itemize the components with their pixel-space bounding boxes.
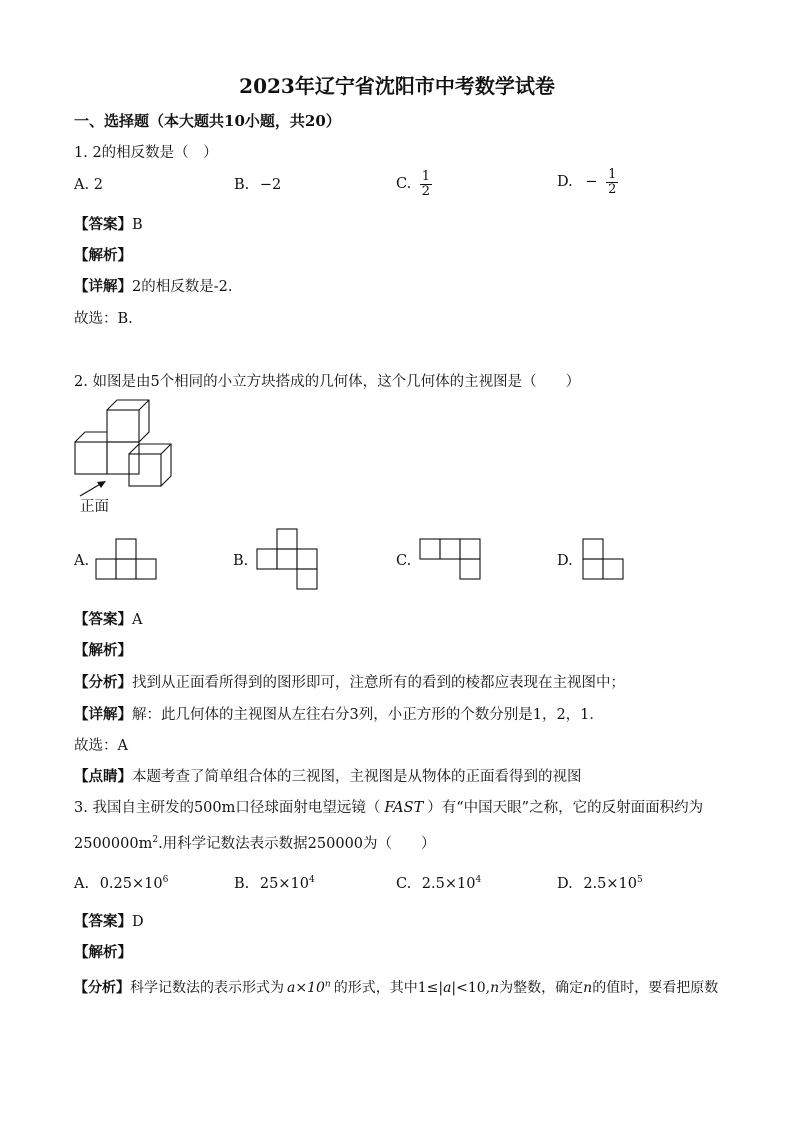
q2-option-a-label: A. [74, 553, 90, 569]
q1-detail-text: 2的相反数是-2. [132, 279, 233, 295]
q2-option-c-figure [419, 538, 483, 582]
q2-stem: 2. 如图是由5个相同的小立方块搭成的几何体，这个几何体的主视图是（ ） [74, 374, 581, 390]
q1-option-c-label: C. [396, 176, 412, 193]
q3-option-d-base: 2.5×10 [583, 875, 637, 892]
q2-analysis-tag: 【解析】 [74, 642, 132, 659]
q1-option-d-label: D. [557, 174, 573, 191]
q3-fenxi-n2: n [583, 980, 593, 996]
q3-answer [74, 910, 144, 931]
q3-option-d [557, 875, 643, 892]
q1-answer-value: B [132, 217, 143, 233]
q3-stem-fast: FAST [384, 800, 424, 816]
q3-stem-line2-post: .用科学记数法表示数据250000为（ ） [158, 836, 436, 852]
q2-fenxi-tag: 【分析】 [74, 674, 132, 691]
q3-option-a-base: 0.25×10 [99, 875, 163, 892]
q2-dianjing-text: 本题考查了简单组合体的三视图，主视图是从物体的正面看得到的视图 [132, 769, 582, 785]
q2-analysis [74, 639, 132, 660]
q1-option-c-fraction [420, 170, 432, 198]
q3-stem-part2: ）有“中国天眼”之称，它的反射面面积约为 [427, 800, 704, 816]
section-heading: 一、选择题（本大题共10小题，共20） [74, 112, 341, 130]
q2-answer [74, 608, 142, 629]
q2-detail-text: 解：此几何体的主视图从左往右分3列，小正方形的个数分别是1，2，1． [132, 707, 604, 723]
q1-analysis [74, 244, 132, 265]
q3-fenxi-a: a [443, 980, 452, 996]
q3-stem-part1: 3. 我国自主研发的500m口径球面射电望远镜（ [74, 800, 381, 816]
q2-detail-tag: 【详解】 [74, 706, 132, 723]
q3-option-c [396, 875, 481, 892]
q3-option-c-base: 2.5×10 [421, 875, 476, 892]
q1-option-c-numerator: 1 [421, 169, 431, 184]
q2-option-b-figure [256, 528, 320, 592]
q2-option-d-label: D. [557, 553, 573, 569]
q2-front-label: 正面 [80, 499, 109, 515]
q2-option-b-label: B. [233, 553, 249, 569]
q3-option-a [74, 875, 168, 892]
q3-fenxi-n: n [490, 980, 500, 996]
q3-fenxi-part5: 的值时，要看把原数 [592, 980, 719, 996]
page-title: 2023年辽宁省沈阳市中考数学试卷 [239, 74, 555, 98]
q1-option-d [557, 168, 618, 196]
q1-option-d-fraction [606, 168, 618, 196]
q3-fenxi [74, 977, 718, 997]
q3-option-b-exp: 4 [308, 875, 315, 885]
q1-stem: 1. 2的相反数是（ ） [74, 145, 218, 161]
q2-detail [74, 703, 604, 724]
q3-fenxi-tag: 【分析】 [74, 980, 130, 996]
q1-option-b [234, 177, 281, 193]
q1-analysis-tag: 【解析】 [74, 247, 132, 264]
q3-stem-line2-sup: 2 [152, 835, 159, 846]
q3-option-c-exp: 4 [475, 875, 482, 885]
q3-answer-tag: 【答案】 [74, 913, 132, 930]
q2-choose: 故选：A [74, 738, 128, 754]
q1-option-c-denominator: 2 [421, 183, 431, 199]
q2-option-a-figure [95, 538, 159, 582]
q3-fenxi-part2: 的形式，其中1≤| [333, 980, 444, 996]
q2-answer-tag: 【答案】 [74, 611, 132, 628]
q1-option-c [396, 170, 432, 198]
q1-option-d-denominator: 2 [608, 181, 617, 197]
q1-answer-tag: 【答案】 [74, 216, 132, 233]
q1-answer [74, 213, 143, 234]
q3-option-a-label: A. [74, 875, 90, 892]
q1-choose: 故选：B. [74, 311, 133, 327]
q3-stem-line1 [74, 796, 703, 817]
q2-dianjing-tag: 【点睛】 [74, 768, 132, 785]
q2-option-c-label: C. [396, 553, 412, 569]
q3-option-d-label: D. [557, 875, 573, 892]
q3-option-b-base: 25×10 [259, 875, 309, 892]
q3-fenxi-part4: 为整数，确定 [499, 980, 584, 996]
q1-option-a: A. 2 [74, 177, 103, 193]
q2-answer-value: A [132, 612, 143, 628]
q3-stem-line2 [74, 832, 436, 853]
q3-option-a-exp: 6 [162, 875, 169, 885]
q2-dianjing [74, 765, 582, 786]
q3-option-c-label: C. [396, 875, 412, 892]
q1-detail [74, 275, 232, 296]
q3-fenxi-part1: 科学记数法的表示形式为 [130, 980, 284, 996]
q2-fenxi [74, 671, 625, 692]
q1-option-b-value: −2 [259, 177, 282, 193]
q3-option-d-exp: 5 [637, 875, 643, 885]
q1-detail-tag: 【详解】 [74, 278, 132, 295]
q2-option-d-figure [582, 538, 626, 582]
q3-analysis [74, 941, 132, 962]
q2-fenxi-text: 找到从正面看所得到的图形即可，注意所有的看到的棱都应表现在主视图中； [132, 675, 625, 691]
q1-option-d-sign: − [585, 174, 598, 191]
q3-stem-line2-pre: 2500000m [74, 836, 153, 852]
q3-option-b-label: B. [234, 875, 250, 892]
q3-fenxi-formula: a×10 [287, 980, 325, 996]
q3-fenxi-part3: |<10, [451, 980, 491, 996]
q1-option-b-label: B. [234, 177, 250, 193]
q3-answer-value: D [132, 914, 144, 930]
q3-analysis-tag: 【解析】 [74, 944, 132, 961]
q3-fenxi-formula-exp: n [324, 979, 331, 990]
q3-option-b [234, 875, 315, 892]
q1-option-d-numerator: 1 [608, 167, 617, 182]
